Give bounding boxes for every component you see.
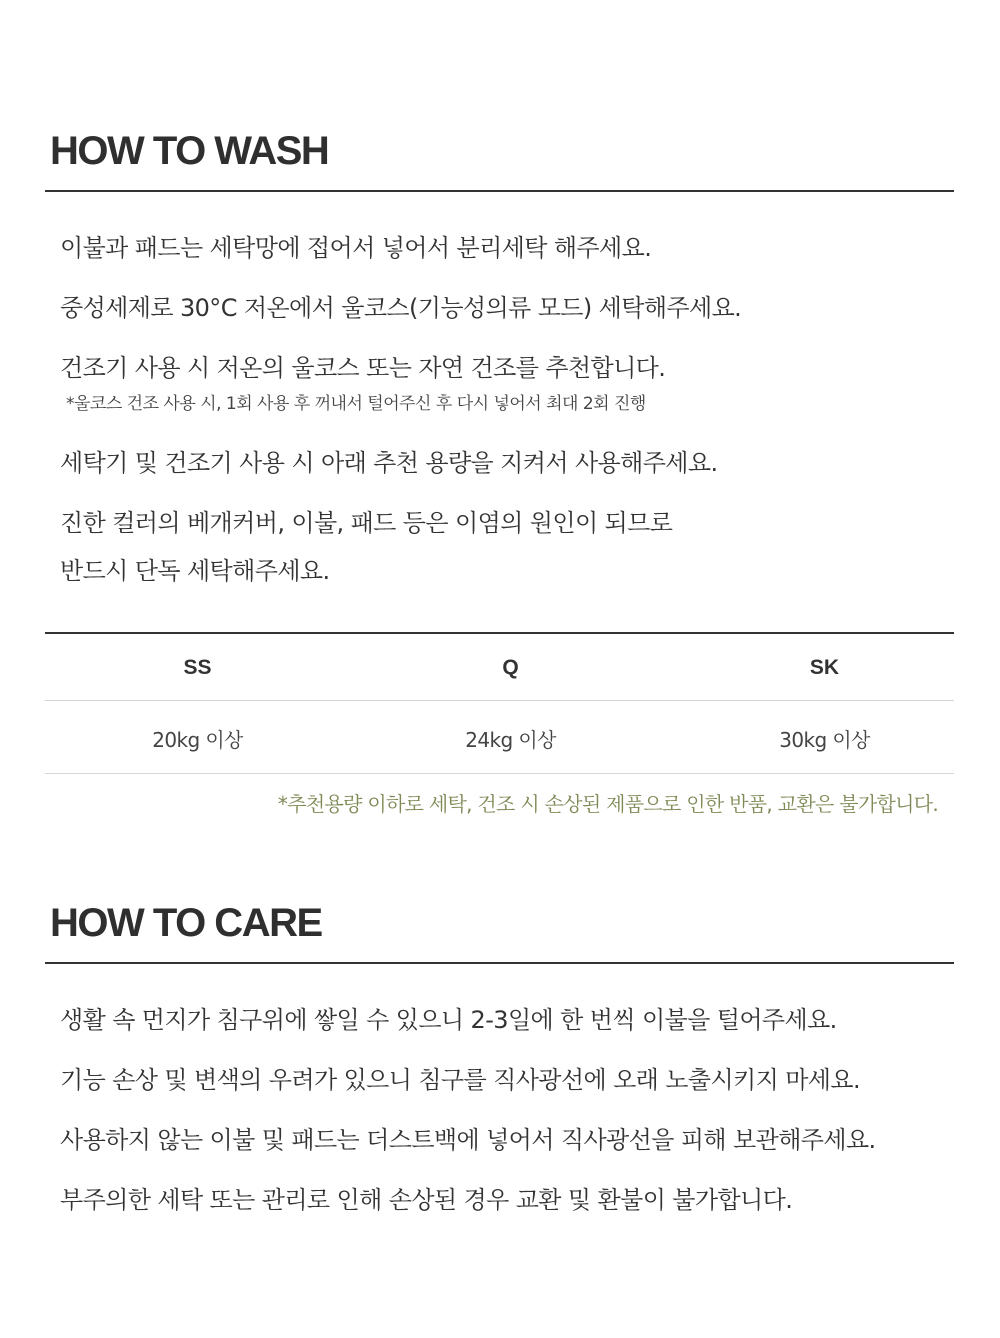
- capacity-value-sk: 30kg 이상: [779, 728, 870, 752]
- capacity-value-q: 24kg 이상: [465, 728, 556, 752]
- wash-instruction-6: 반드시 단독 세탁해주세요.: [60, 557, 330, 585]
- capacity-table-header-divider: [45, 700, 954, 701]
- capacity-warning-note: *추천용량 이하로 세탁, 건조 시 손상된 제품으로 인한 반품, 교환은 불가합니다.: [277, 792, 938, 816]
- wash-section-title: HOW TO WASH: [50, 129, 329, 173]
- care-instruction-4: 부주의한 세탁 또는 관리로 인해 손상된 경우 교환 및 환불이 불가합니다.: [60, 1186, 793, 1214]
- capacity-table-bottom-border: [45, 773, 954, 774]
- capacity-header-ss: SS: [183, 656, 212, 679]
- capacity-header-sk: SK: [809, 656, 840, 679]
- wash-instruction-3: 건조기 사용 시 저온의 울코스 또는 자연 건조를 추천합니다.: [60, 354, 666, 382]
- wash-instruction-4: 세탁기 및 건조기 사용 시 아래 추천 용량을 지켜서 사용해주세요.: [60, 449, 718, 477]
- care-instruction-2: 기능 손상 및 변색의 우려가 있으니 침구를 직사광선에 오래 노출시키지 마세요.: [60, 1066, 861, 1094]
- wash-instruction-2: 중성세제로 30°C 저온에서 울코스(기능성의류 모드) 세탁해주세요.: [60, 294, 742, 322]
- capacity-header-q: Q: [502, 656, 519, 679]
- wash-instruction-5: 진한 컬러의 베개커버, 이불, 패드 등은 이염의 원인이 되므로: [60, 509, 673, 537]
- care-instruction-3: 사용하지 않는 이불 및 패드는 더스트백에 넣어서 직사광선을 피해 보관해주세요.: [60, 1126, 876, 1154]
- care-title-divider: [45, 962, 954, 964]
- care-instruction-1: 생활 속 먼지가 침구위에 쌓일 수 있으니 2-3일에 한 번씩 이불을 털어주세요.: [60, 1006, 837, 1034]
- capacity-value-ss: 20kg 이상: [152, 728, 243, 752]
- capacity-table-top-border: [45, 632, 954, 634]
- wash-title-divider: [45, 190, 954, 192]
- wash-dryer-note: *울코스 건조 사용 시, 1회 사용 후 꺼내서 털어주신 후 다시 넣어서 최대 2회 진행: [66, 394, 646, 414]
- wash-instruction-1: 이불과 패드는 세탁망에 접어서 넣어서 분리세탁 해주세요.: [60, 234, 652, 262]
- care-section-title: HOW TO CARE: [50, 901, 322, 945]
